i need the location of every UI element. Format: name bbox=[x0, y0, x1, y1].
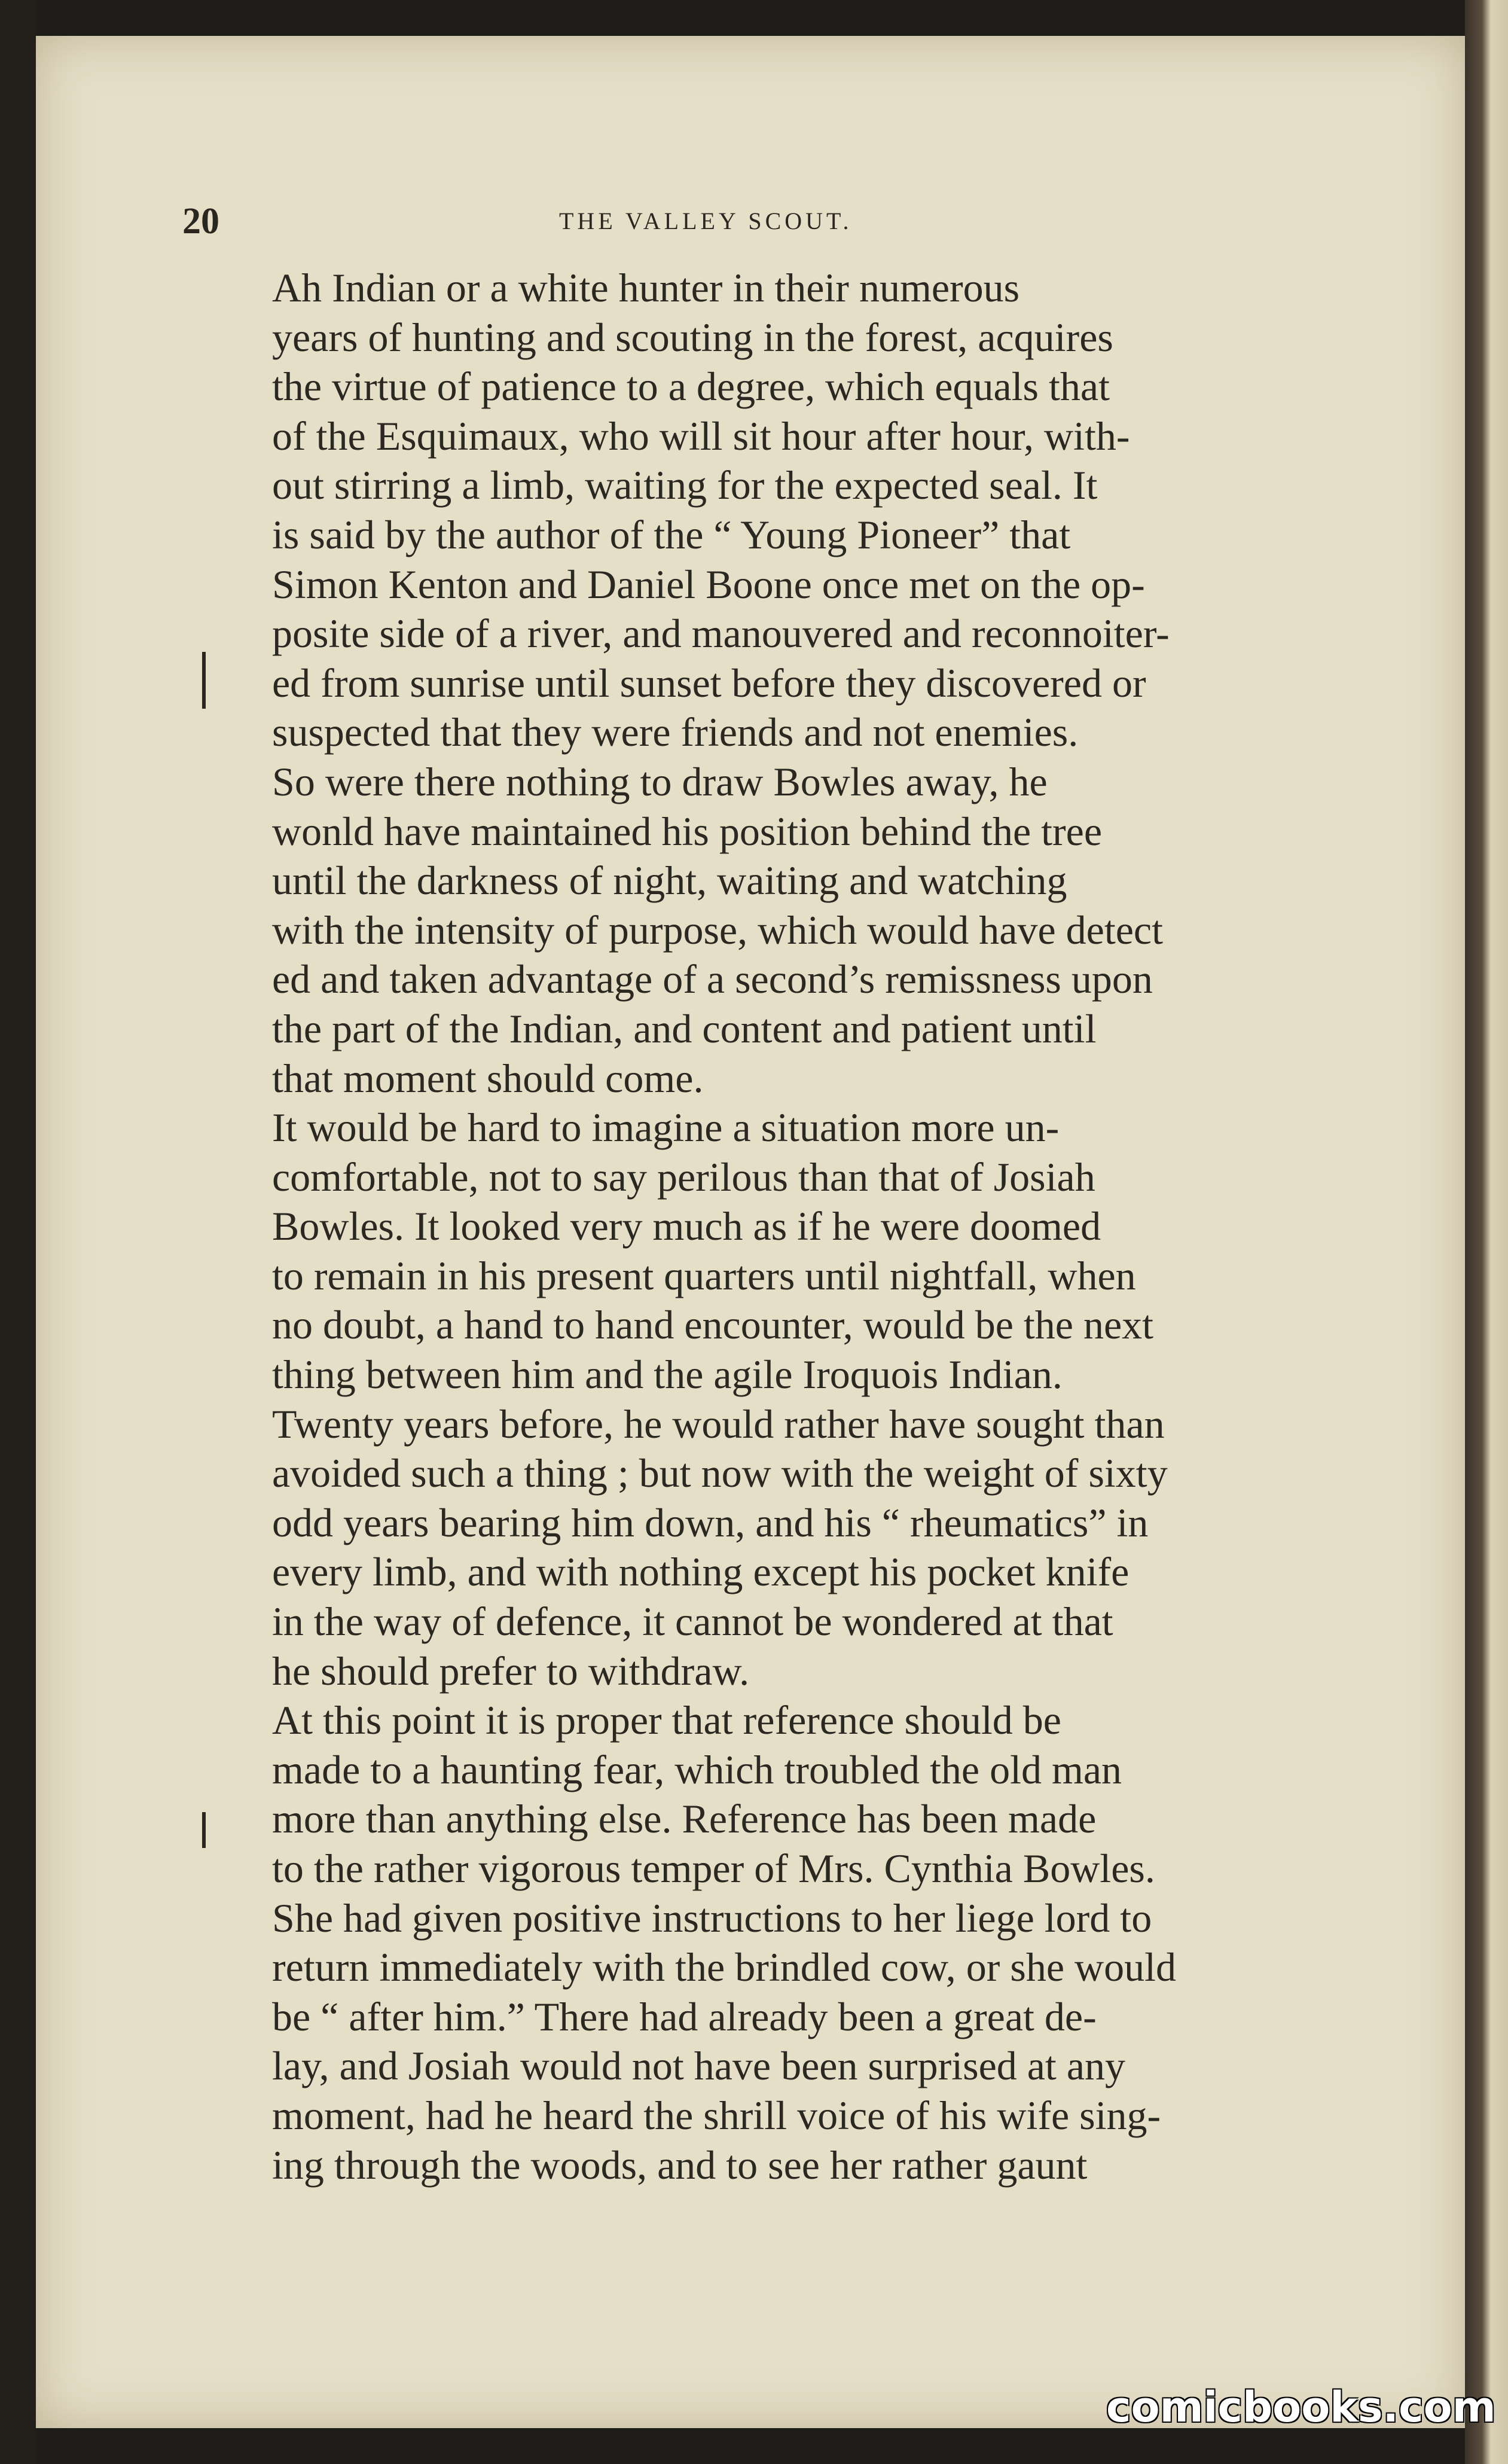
text-line: odd years bearing him down, and his “ rheumatics” in bbox=[272, 1499, 1149, 1545]
text-line: posite side of a river, and manouvered and reconnoiter- bbox=[272, 611, 1170, 657]
page-number: 20 bbox=[182, 201, 219, 242]
text-line: thing between him and the agile Iroquois Indian. bbox=[272, 1352, 1063, 1398]
text-line: with the intensity of purpose, which would have detect bbox=[272, 907, 1163, 953]
text-line: ed from sunrise until sunset before they discovered or bbox=[272, 660, 1146, 706]
watermark: comicbooks.com bbox=[1106, 2383, 1496, 2432]
paragraph bbox=[230, 757, 1360, 1103]
text-line: suspected that they were friends and not enemies. bbox=[272, 709, 1079, 755]
text-line: out stirring a limb, waiting for the expected seal. It bbox=[272, 462, 1098, 508]
text-line: years of hunting and scouting in the forest, acquires bbox=[272, 314, 1113, 360]
text-line: of the Esquimaux, who will sit hour after hour, with- bbox=[272, 413, 1130, 459]
text-line: in the way of defence, it cannot be wondered at that bbox=[272, 1599, 1113, 1645]
text-line: avoided such a thing ; but now with the weight of sixty bbox=[272, 1450, 1168, 1496]
text-line: Twenty years before, he would rather have sought than bbox=[272, 1401, 1165, 1447]
margin-mark bbox=[202, 1812, 206, 1848]
text-line: She had given positive instructions to her liege lord to bbox=[272, 1895, 1152, 1941]
text-line: that moment should come. bbox=[272, 1055, 704, 1101]
text-line: lay, and Josiah would not have been surprised at any bbox=[272, 2043, 1126, 2089]
text-line: It would be hard to imagine a situation more un- bbox=[272, 1105, 1060, 1151]
text-line: is said by the author of the “ Young Pioneer” that bbox=[272, 511, 1071, 557]
text-line: more than anything else. Reference has been made bbox=[272, 1796, 1097, 1842]
text-line: ed and taken advantage of a second’s remissness upon bbox=[272, 956, 1153, 1002]
text-line: return immediately with the brindled cow, or she would bbox=[272, 1944, 1177, 1990]
text-line: until the darkness of night, waiting and watching bbox=[272, 858, 1067, 904]
running-title: THE VALLEY SCOUT. bbox=[559, 208, 853, 234]
scan-left-edge bbox=[0, 0, 36, 2464]
body-text bbox=[230, 263, 1360, 2189]
paragraph bbox=[230, 263, 1360, 757]
text-line: Bowles. It looked very much as if he were doomed bbox=[272, 1203, 1101, 1249]
text-line: he should prefer to withdraw. bbox=[272, 1648, 750, 1694]
text-line: So were there nothing to draw Bowles away, he bbox=[272, 758, 1048, 804]
text-line: no doubt, a hand to hand encounter, would be the next bbox=[272, 1302, 1154, 1348]
text-line: to the rather vigorous temper of Mrs. Cynthia Bowles. bbox=[272, 1846, 1155, 1891]
text-line: wonld have maintained his position behind the tree bbox=[272, 808, 1103, 854]
text-line: ing through the woods, and to see her rather gaunt bbox=[272, 2142, 1088, 2188]
text-line: the virtue of patience to a degree, which equals that bbox=[272, 364, 1110, 410]
text-line: made to a haunting fear, which troubled the old man bbox=[272, 1746, 1122, 1792]
text-line: every limb, and with nothing except his pocket knife bbox=[272, 1549, 1130, 1595]
text-line: Simon Kenton and Daniel Boone once met on the op- bbox=[272, 561, 1145, 607]
margin-mark bbox=[202, 652, 206, 709]
text-line: Ah Indian or a white hunter in their numerous bbox=[272, 265, 1020, 310]
book-spine-edge bbox=[1465, 0, 1508, 2464]
text-line: the part of the Indian, and content and patient until bbox=[272, 1005, 1097, 1051]
text-line: moment, had he heard the shrill voice of his wife sing- bbox=[272, 2092, 1161, 2138]
text-line: to remain in his present quarters until nightfall, when bbox=[272, 1252, 1136, 1298]
text-line: At this point it is proper that reference should be bbox=[272, 1697, 1061, 1743]
paragraph bbox=[230, 1103, 1360, 1695]
paragraph bbox=[230, 1695, 1360, 2189]
text-line: be “ after him.” There had already been a great de- bbox=[272, 1993, 1097, 2039]
text-line: comfortable, not to say perilous than that of Josiah bbox=[272, 1154, 1095, 1200]
page-header bbox=[182, 197, 1372, 245]
